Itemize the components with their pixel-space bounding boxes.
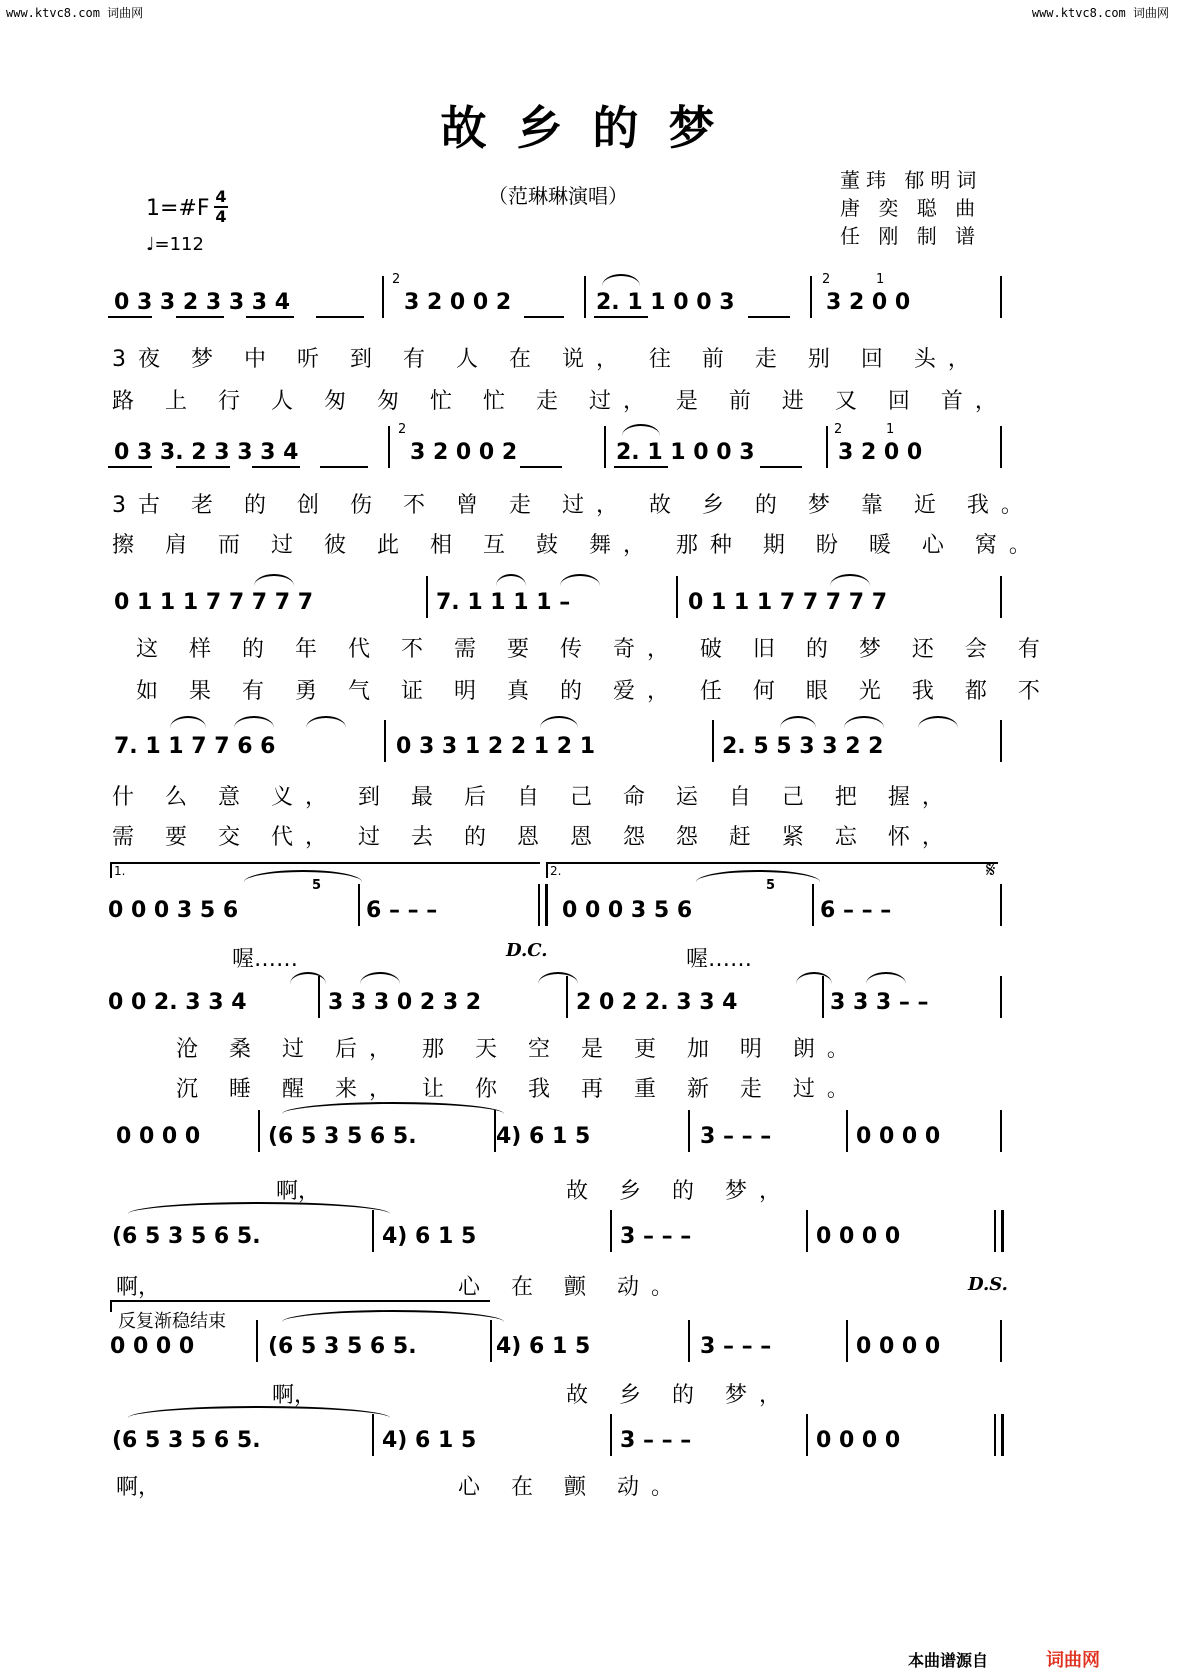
barline <box>258 1110 260 1152</box>
beam <box>614 466 668 468</box>
barline <box>372 1210 374 1252</box>
slur <box>234 716 274 728</box>
lyric-ah: 啊， <box>116 1475 161 1500</box>
beam <box>524 316 564 318</box>
measure: 3 – – – <box>700 1124 772 1149</box>
beam <box>246 316 294 318</box>
barline <box>846 1320 848 1362</box>
site-header-left: www.ktvc8.com 词曲网 <box>6 6 144 20</box>
measure: 4) 6 1 5 <box>382 1428 477 1453</box>
key-signature: 1=#F <box>146 196 210 221</box>
slur <box>128 1202 390 1214</box>
slur <box>282 1102 504 1114</box>
measure: 0 1 1 1 7 7 7 7 7 <box>688 590 888 615</box>
system-10-notes <box>114 1428 1074 1458</box>
system-3-notes <box>114 590 1074 620</box>
measure: 3 3 3 0 2 3 2 <box>328 990 482 1015</box>
measure: 0 0 2. 3 3 4 <box>108 990 247 1015</box>
slur <box>496 574 526 586</box>
measure: (6 5 3 5 6 5. <box>112 1428 261 1453</box>
barline <box>610 1414 612 1456</box>
grace-note: 2 <box>834 422 843 437</box>
beam <box>108 466 152 468</box>
barline <box>806 1210 808 1252</box>
system-6-lyrics-2: 沉 睡 醒 来， 让 你 我 再 重 新 走 过。 <box>176 1077 861 1102</box>
system-5-notes <box>108 898 1074 928</box>
barline <box>610 1210 612 1252</box>
barline <box>494 1110 496 1152</box>
system-1-lyrics-1: 3夜 梦 中 听 到 有 人 在 说， 往 前 走 别 回 头， <box>112 347 982 372</box>
measure: 0 0 0 0 <box>816 1224 901 1249</box>
measure: (6 5 3 5 6 5. <box>112 1224 261 1249</box>
beam <box>176 466 230 468</box>
measure: 3 – – – <box>620 1428 692 1453</box>
system-9-lyrics: 故 乡 的 梦， <box>566 1383 793 1408</box>
slur <box>170 716 206 728</box>
system-3-lyrics-2: 如 果 有 勇 气 证 明 真 的 爱， 任 何 眼 光 我 都 不 <box>136 679 1052 704</box>
slur <box>290 972 326 984</box>
slur <box>796 972 832 984</box>
measure: 4) 6 1 5 <box>496 1124 591 1149</box>
barline <box>810 276 812 318</box>
slur <box>918 716 958 728</box>
footer-source: 本曲谱源自 <box>908 1651 989 1670</box>
barline <box>490 1320 492 1362</box>
site-header-right: www.ktvc8.com 词曲网 <box>1031 6 1169 20</box>
song-title: 故乡的梦 <box>440 101 745 155</box>
slur <box>622 424 660 436</box>
barline <box>1000 720 1002 762</box>
measure: (6 5 3 5 6 5. <box>268 1334 417 1359</box>
end-repeat-barline <box>994 1210 1004 1252</box>
system-6-lyrics-1: 沧 桑 过 后， 那 天 空 是 更 加 明 朗。 <box>176 1037 861 1062</box>
lyricist: 董玮 郁明词 <box>840 168 983 192</box>
measure: 3 2 0 0 2 <box>410 440 518 465</box>
measure: 6 – – – <box>820 898 892 923</box>
system-1-lyrics-2: 路 上 行 人 匆 匆 忙 忙 走 过， 是 前 进 又 回 首， <box>112 389 1009 414</box>
footer-logo[interactable]: 词曲网 <box>1046 1650 1100 1671</box>
beam <box>748 316 790 318</box>
system-10-lyrics: 心 在 颤 动。 <box>458 1475 685 1500</box>
volta-1-label: 1. <box>114 864 126 878</box>
time-top: 4 <box>215 187 227 206</box>
system-4-notes <box>114 734 1074 764</box>
measure: 7. 1 1 7 7 6 6 <box>114 734 276 759</box>
measure: 0 3 3. 2 3 3 3 4 <box>114 440 299 465</box>
measure: 3 – – – <box>620 1224 692 1249</box>
barline <box>806 1414 808 1456</box>
barline <box>1000 426 1002 468</box>
system-2-lyrics-1: 3古 老 的 创 伤 不 曾 走 过， 故 乡 的 梦 靠 近 我。 <box>112 493 1035 518</box>
barline <box>826 426 828 468</box>
time-signature <box>214 188 228 226</box>
beam <box>108 316 152 318</box>
slur <box>602 274 640 286</box>
measure: 0 0 0 3 5 6 <box>108 898 239 923</box>
measure: 2. 1 1 0 0 3 <box>616 440 755 465</box>
system-8-lyrics: 心 在 颤 动。 <box>458 1275 685 1300</box>
grace-note: 2 <box>398 422 407 437</box>
measure: 3 2 0 0 2 <box>404 290 512 315</box>
measure: 2 0 2 2. 3 3 4 <box>576 990 738 1015</box>
barline <box>256 1320 258 1362</box>
tempo: ♩=112 <box>146 234 204 255</box>
beam <box>320 466 368 468</box>
slur <box>254 574 294 586</box>
measure: 0 1 1 1 7 7 7 7 7 <box>114 590 314 615</box>
barline <box>1000 1320 1002 1362</box>
time-bottom: 4 <box>215 207 227 226</box>
barline <box>712 720 714 762</box>
arranger: 任 刚 制 谱 <box>840 224 982 248</box>
slur <box>844 716 884 728</box>
slur <box>360 972 400 984</box>
composer: 唐 奕 聪 曲 <box>840 196 982 220</box>
measure: 0 0 0 3 5 6 <box>562 898 693 923</box>
beam <box>176 316 224 318</box>
slur <box>538 972 578 984</box>
system-4-lyrics-2: 需 要 交 代， 过 去 的 恩 恩 怨 怨 赶 紧 忘 怀， <box>112 825 956 850</box>
barline <box>1000 276 1002 318</box>
measure: 0 0 0 0 <box>856 1124 941 1149</box>
barline <box>384 720 386 762</box>
beam <box>594 316 648 318</box>
measure: 0 0 0 0 <box>116 1124 201 1149</box>
grace-note: 1 <box>876 272 885 287</box>
barline <box>676 576 678 618</box>
measure: 0 3 3 1 2 2 1 2 1 <box>396 734 596 759</box>
credits <box>840 166 982 250</box>
measure: 4) 6 1 5 <box>382 1224 477 1249</box>
singer: （范琳琳演唱） <box>488 184 628 208</box>
beam <box>760 466 802 468</box>
barline <box>382 276 384 318</box>
system-3-lyrics-1: 这 样 的 年 代 不 需 要 传 奇， 破 旧 的 梦 还 会 有 <box>136 637 1052 662</box>
measure: 0 0 0 0 <box>816 1428 901 1453</box>
measure: 3 2 0 0 <box>838 440 923 465</box>
measure: 2. 1 1 0 0 3 <box>596 290 735 315</box>
barline <box>1000 884 1002 926</box>
grace-note: 5 <box>312 878 322 893</box>
lyric-ah: 啊， <box>276 1179 321 1204</box>
beam <box>252 466 300 468</box>
measure: 0 3 3 2 3 3 3 4 <box>114 290 291 315</box>
system-2-lyrics-2: 擦 肩 而 过 彼 此 相 互 鼓 舞， 那种 期 盼 暖 心 窝。 <box>112 533 1043 558</box>
barline <box>1000 576 1002 618</box>
ending-label: 反复渐稳结束 <box>118 1311 226 1332</box>
barline <box>604 426 606 468</box>
segno-sign: 𝄋 <box>986 858 996 883</box>
system-8-notes <box>114 1224 1074 1254</box>
slur <box>306 716 346 728</box>
barline <box>688 1320 690 1362</box>
system-4-lyrics-1: 什 么 意 义， 到 最 后 自 己 命 运 自 己 把 握， <box>112 785 956 810</box>
barline <box>1000 1110 1002 1152</box>
end-repeat-barline <box>538 884 548 926</box>
lyric-oh-1: 喔…… <box>232 947 299 972</box>
measure: 3 2 0 0 <box>826 290 911 315</box>
measure: 0 0 0 0 <box>856 1334 941 1359</box>
measure: 6 – – – <box>366 898 438 923</box>
volta-2-label: 2. <box>550 864 562 878</box>
grace-note: 1 <box>886 422 895 437</box>
measure: 7. 1 1 1 1 – <box>436 590 571 615</box>
barline <box>688 1110 690 1152</box>
slur <box>866 972 906 984</box>
measure: 4) 6 1 5 <box>496 1334 591 1359</box>
slur <box>780 716 816 728</box>
slur <box>560 574 600 586</box>
barline <box>846 1110 848 1152</box>
lyric-ah: 啊， <box>272 1383 317 1408</box>
ds-mark: D.S. <box>968 1274 1008 1295</box>
barline <box>372 1414 374 1456</box>
barline <box>1000 976 1002 1018</box>
slur <box>830 574 870 586</box>
beam <box>316 316 364 318</box>
barline <box>812 884 814 926</box>
measure: 2. 5 5 3 3 2 2 <box>722 734 884 759</box>
barline <box>426 576 428 618</box>
dc-mark: D.C. <box>506 940 548 961</box>
lyric-oh-2: 喔…… <box>686 947 753 972</box>
grace-note: 2 <box>392 272 401 287</box>
measure: 3 3 3 – – <box>830 990 929 1015</box>
barline <box>584 276 586 318</box>
measure: 0 0 0 0 <box>110 1334 195 1359</box>
lyric-ah: 啊， <box>116 1275 161 1300</box>
grace-note: 2 <box>822 272 831 287</box>
system-6-notes <box>108 990 1074 1020</box>
slur <box>540 716 578 728</box>
barline <box>358 884 360 926</box>
measure: 3 – – – <box>700 1334 772 1359</box>
measure: (6 5 3 5 6 5. <box>268 1124 417 1149</box>
barline <box>388 426 390 468</box>
grace-note: 5 <box>766 878 776 893</box>
final-barline <box>994 1414 1004 1456</box>
slur <box>128 1406 390 1418</box>
system-9-notes <box>110 1334 1074 1364</box>
beam <box>520 466 562 468</box>
system-7-lyrics: 故 乡 的 梦， <box>566 1179 793 1204</box>
